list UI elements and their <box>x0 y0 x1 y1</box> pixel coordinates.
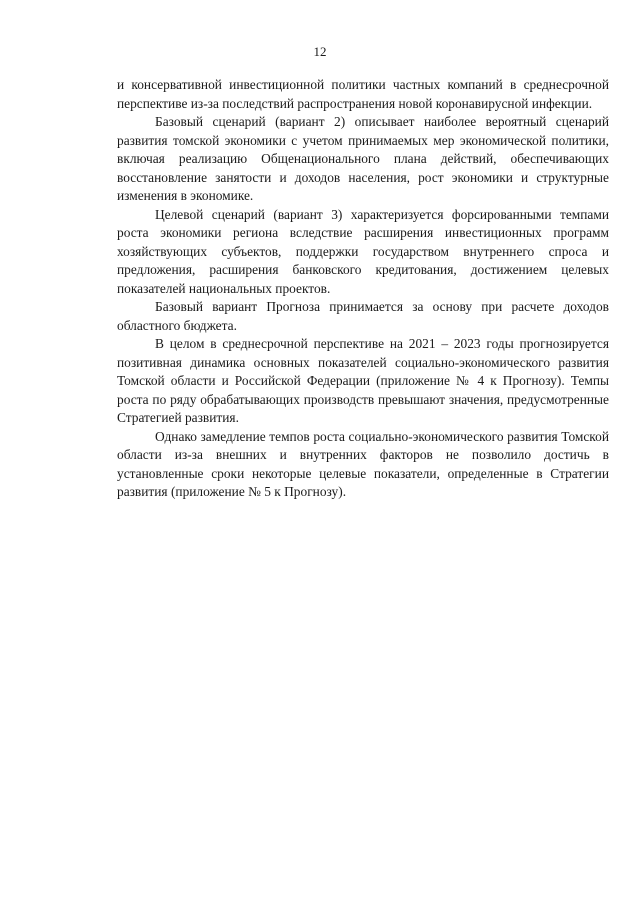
page-number: 12 <box>313 44 327 59</box>
paragraph-target-scenario: Целевой сценарий (вариант 3) характеризуется форсированными темпами роста экономики региона вследствие расширения инвестиционных программ хозяйствующих субъектов, поддержки государством внутреннего спроса и предложения, расширения банковского кредитования, достижением целевых показателей национальных проектов. <box>117 206 609 296</box>
paragraph-medium-term-outlook: В целом в среднесрочной перспективе на 2021 – 2023 годы прогнозируется позитивная динамика основных показателей социально-экономического развития Томской области и Российской Федерации (приложение № 4 к Прогнозу). Темпы роста по ряду обрабатывающих производств превышают значения, предусмотренные Стратегией развития. <box>117 336 609 425</box>
paragraph-base-scenario: Базовый сценарий (вариант 2) описывает наиболее вероятный сценарий развития томской экономики с учетом принимаемых мер экономической политики, включая реализацию Общенационального плана действий, обеспечивающих восстановление занятости и доходов населения, рост экономики и структурные изменения в экономике. <box>117 114 609 203</box>
paragraph-continuation: и консервативной инвестиционной политики частных компаний в среднесрочной перспективе из-за последствий распространения новой коронавирусной инфекции. <box>117 77 609 111</box>
document-body <box>117 76 609 502</box>
paragraph-budget-basis: Базовый вариант Прогноза принимается за основу при расчете доходов областного бюджета. <box>117 299 609 333</box>
paragraph-slowdown: Однако замедление темпов роста социально-экономического развития Томской области из-за внешних и внутренних факторов не позволило достичь в установленные сроки некоторые целевые показатели, определенные в Стратегии развития (приложение № 5 к Прогнозу). <box>117 428 609 499</box>
